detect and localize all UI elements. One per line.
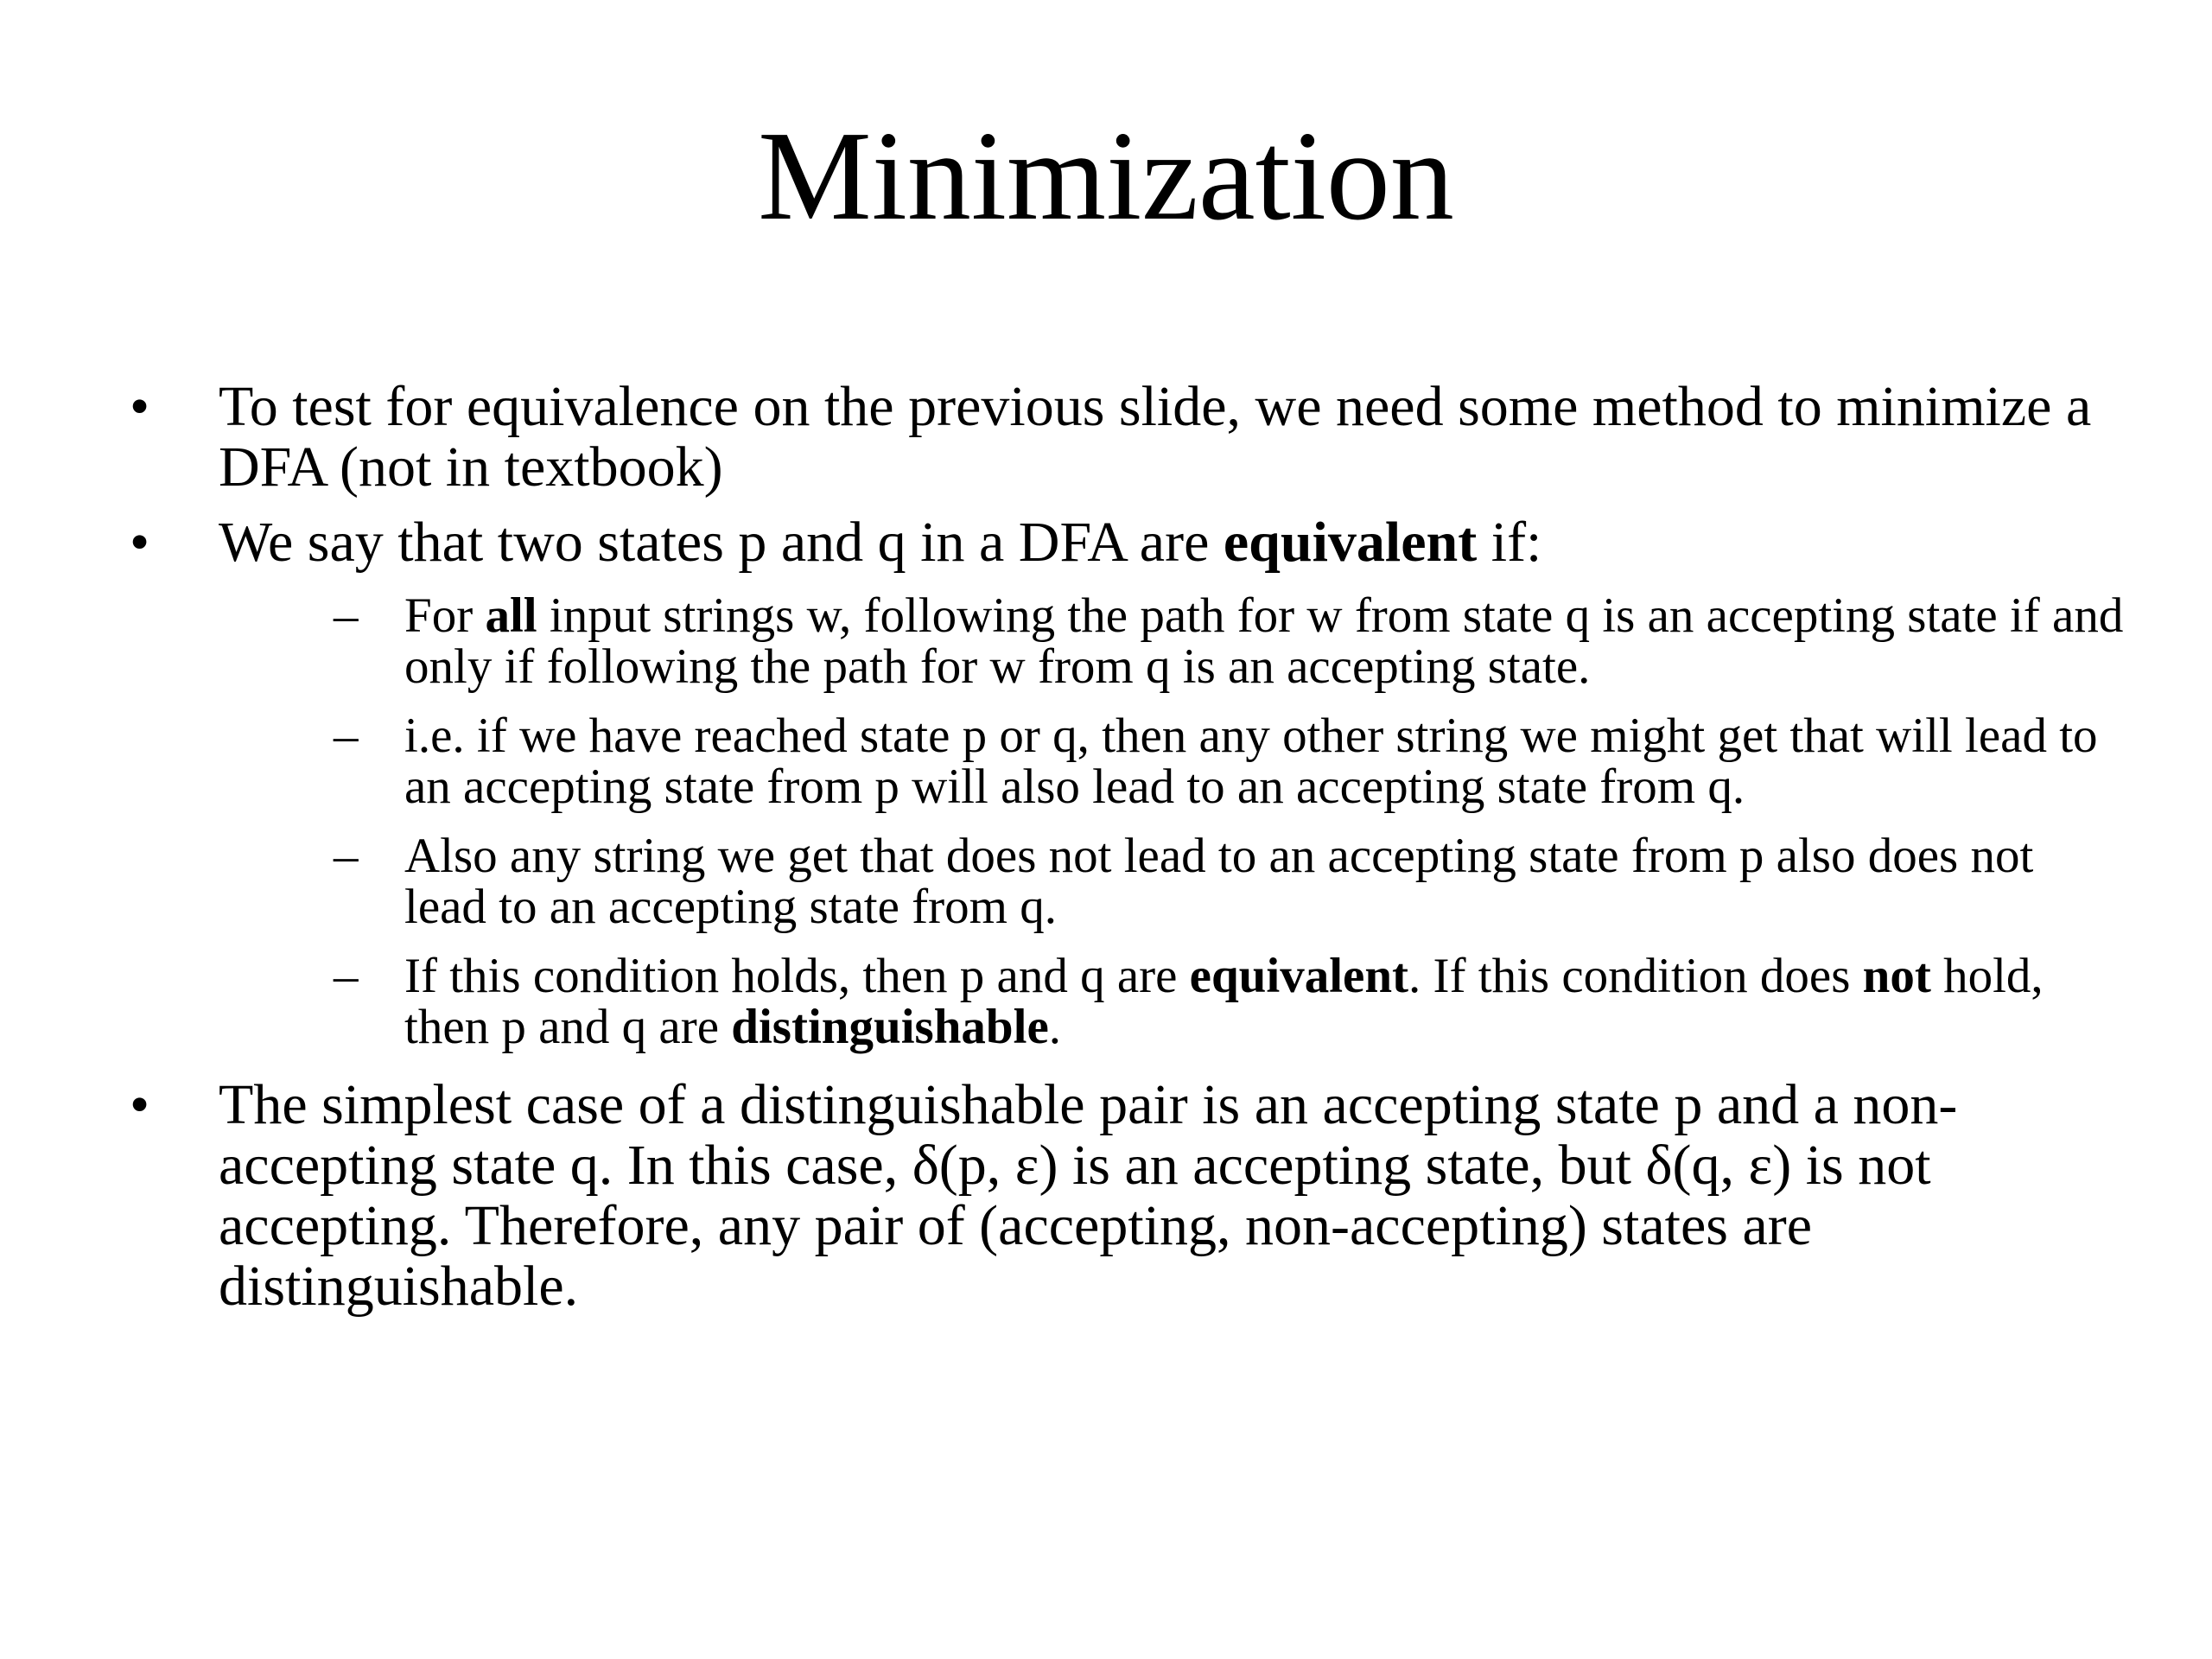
sub-bullet-text-bold-all: all	[485, 588, 537, 643]
slide-body	[130, 377, 2126, 1317]
sub-bullet-text-bold-distinguishable: distinguishable	[731, 1000, 1049, 1054]
sub-bullet-text: Also any string we get that does not lead to an accepting state from p also does not lead to an accepting state from q.	[404, 829, 2034, 934]
sub-bullet-text-1: If this condition holds, then p and q are	[404, 949, 1190, 1003]
bullet-text-pre: We say that two states p and q in a DFA are	[219, 511, 1224, 574]
sub-bullet-text-pre: For	[404, 588, 486, 643]
bullet-marker: •	[130, 1073, 150, 1136]
sub-bullet-text-3: hold, then p and q are	[404, 949, 2044, 1054]
bullet-text-post: if:	[1477, 511, 1542, 574]
dash-marker: –	[334, 949, 359, 1003]
bullet-item-simplest-case	[130, 1075, 2126, 1317]
sub-bullet-item-ie	[219, 710, 2126, 812]
sub-bullet-item-condition	[219, 950, 2126, 1052]
dash-marker: –	[334, 829, 359, 883]
sub-bullet-text-post: input strings w, following the path for w from state q is an accepting state if and only if following the path for w from q is an accepting state.	[404, 588, 2124, 694]
bullet-text-bold-equivalent: equivalent	[1223, 511, 1478, 574]
sub-bullet-text: i.e. if we have reached state p or q, then any other string we might get that will lead to an accepting state from p will also lead to an accepting state from q.	[404, 709, 2098, 814]
sub-bullet-text-4: .	[1048, 1000, 1062, 1054]
sub-bullet-text-bold-equivalent: equivalent	[1189, 949, 1409, 1003]
bullet-text: The simplest case of a distinguishable pair is an accepting state p and a non-accepting state q. In this case, δ(p, ε) is an accepting state, but δ(q, ε) is not accepting. Therefore, any pair of (accepting, non-accepting) states are distinguishable.	[219, 1073, 1958, 1318]
bullet-marker: •	[130, 511, 150, 574]
sub-bullet-text-2: . If this condition does	[1408, 949, 1863, 1003]
sub-bullet-text-bold-not: not	[1862, 949, 1931, 1003]
slide-title: Minimization	[758, 105, 1454, 247]
sub-bullet-item-all-strings	[219, 590, 2126, 692]
sub-bullet-item-also	[219, 830, 2126, 932]
dash-marker: –	[334, 588, 359, 643]
dash-marker: –	[334, 709, 359, 763]
sub-bullet-list	[219, 590, 2126, 1052]
bullet-text: To test for equivalence on the previous slide, we need some method to minimize a DFA (not in textbook)	[219, 375, 2092, 499]
bullet-marker: •	[130, 375, 150, 438]
bullet-item-equivalent-definition	[130, 512, 2126, 1052]
bullet-item-test-equivalence	[130, 377, 2126, 498]
